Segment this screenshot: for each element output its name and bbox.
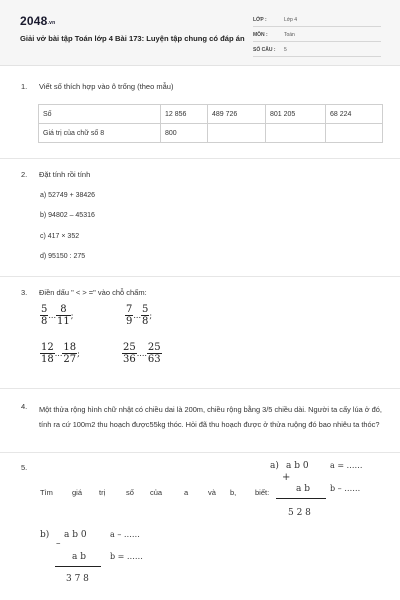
fraction: $\frac{7}{9}$ <box>126 304 133 327</box>
place-value-table <box>38 104 383 143</box>
question-4-number: 4. <box>21 402 28 411</box>
meta-grade: LỚP : Lớp 4 <box>253 15 381 27</box>
list-item: b) 94802 – 45316 <box>40 212 95 219</box>
list-item: a) 52749 + 38426 <box>40 192 96 199</box>
meta-question-count: SỐ CÂU : 5 <box>253 45 381 57</box>
table-cell: Giá trị của chữ số 8 <box>39 124 161 143</box>
table-cell[interactable] <box>266 124 326 143</box>
table-cell[interactable] <box>208 124 266 143</box>
question-1-text: Viết số thích hợp vào ô trống (theo mẫu) <box>39 82 174 91</box>
question-5-number: 5. <box>21 463 28 472</box>
table-cell: 801 205 <box>266 105 326 124</box>
table-cell: 489 726 <box>208 105 266 124</box>
page-header <box>0 0 400 66</box>
table-cell[interactable] <box>326 124 383 143</box>
difference-line <box>55 566 101 567</box>
comparison-item: $\frac{12}{18}$ ... $\frac{18}{27}$ ; <box>41 342 80 365</box>
sum-line <box>276 498 326 499</box>
question-number: 1. <box>21 82 28 91</box>
table-row <box>39 105 383 124</box>
fraction: $\frac{5}{8}$ <box>142 304 149 327</box>
divider <box>0 276 400 277</box>
table-cell: 68 224 <box>326 105 383 124</box>
fraction: $\frac{25}{63}$ <box>147 342 161 365</box>
fraction: $\frac{8}{11}$ <box>57 304 70 327</box>
table-cell: Số <box>39 105 161 124</box>
question-4-text: Một thửa rộng hình chữ nhật có chiều dai là 200m, chiều rộng bằng 3/5 chiều dài. Người ta cấy lúa ở đó, tính ra cứ 100m2 thu hoạch được55kg thóc. Hỏi đã thu hoạch được ở thửa ruộng đó bao nhiêu ta thóc? <box>39 405 382 429</box>
question-1 <box>21 82 27 91</box>
question-3-number: 3. <box>21 288 28 297</box>
table-row <box>39 124 383 143</box>
comparison-item: $\frac{25}{36}$ .... $\frac{25}{63}$ <box>123 342 161 365</box>
comparison-item: $\frac{5}{8}$ ... $\frac{8}{11}$ ; <box>41 304 74 327</box>
fraction: $\frac{25}{36}$ <box>123 342 136 365</box>
meta-subject: MÔN : Toán <box>253 30 381 42</box>
table-cell: 12 856 <box>161 105 208 124</box>
page-title: Giải vở bài tập Toán lớp 4 Bài 173: Luyện tập chung có đáp án <box>20 34 245 43</box>
site-logo[interactable]: 2048.vn <box>20 14 56 28</box>
fraction: $\frac{5}{8}$ <box>41 304 48 327</box>
fraction: $\frac{12}{18}$ <box>41 342 54 365</box>
question-2-text: Đặt tính rồi tính <box>39 170 91 179</box>
divider <box>0 388 400 389</box>
table-cell: 800 <box>161 124 208 143</box>
divider <box>0 158 400 159</box>
question-2-number: 2. <box>21 170 28 179</box>
list-item: c) 417 × 352 <box>40 233 80 240</box>
question-3-text: Điền dấu " < > =" vào chỗ chấm: <box>39 288 147 297</box>
divider <box>0 452 400 453</box>
comparison-item: $\frac{7}{9}$ ... $\frac{5}{8}$ ; <box>126 304 153 327</box>
fraction: $\frac{18}{27}$ <box>63 342 77 365</box>
list-item: d) 95150 : 275 <box>40 253 86 260</box>
